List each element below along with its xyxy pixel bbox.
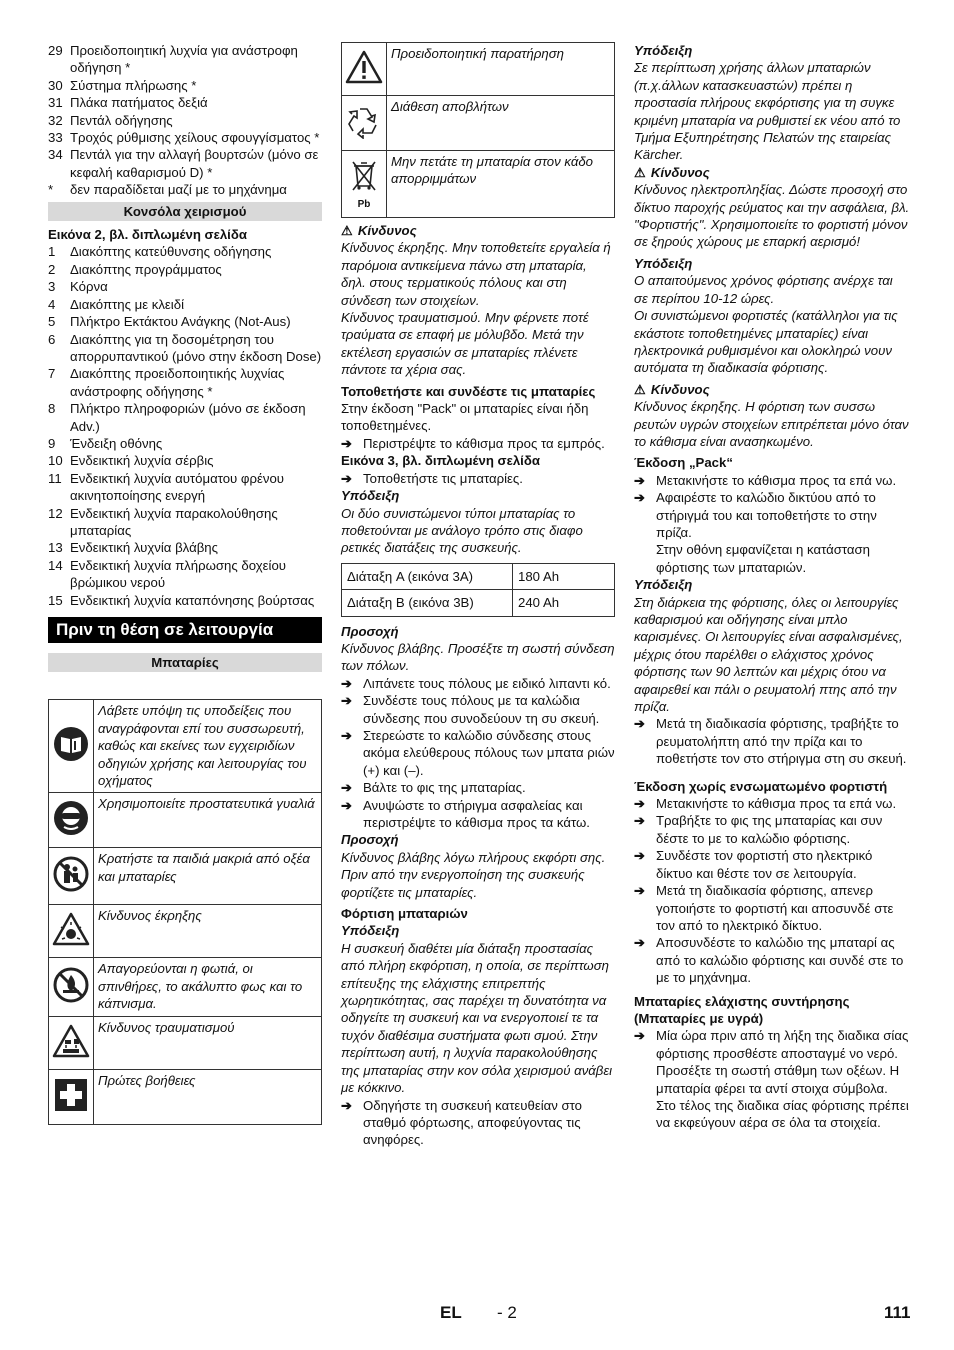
item-text: Κόρνα [70, 279, 108, 295]
item-number: * [48, 182, 54, 198]
danger-text-injury: Κίνδυνος τραυματισμού. Μην φέρνετε ποτέ τραύματα σε επαφή με μόλυβδο. Μετά την εκτέλεση εργασιών σε μπαταρίες πλένετε πάντοτε τα χέρια σας. [341, 310, 589, 378]
list-item [48, 435, 322, 452]
connect-steps [341, 675, 615, 832]
list-item [48, 470, 322, 505]
arrangement-cell: Διάταξη B (εικόνα 3B) [342, 590, 513, 616]
item-text: Πλάκα πατήματος δεξιά [70, 95, 208, 111]
symbol-row [342, 96, 615, 151]
capacity-cell: 180 Ah [513, 563, 615, 589]
goggles-icon [53, 824, 89, 839]
acid-icon-cell [49, 1017, 94, 1070]
battery-symbols-table [48, 699, 322, 1125]
manual-icon [53, 750, 89, 765]
step [634, 472, 910, 489]
item-text: Ενδεικτική λυχνία καταπόνησης βούρτσας [70, 592, 315, 608]
warning-icon: ⚠ [341, 223, 353, 238]
item-number: 7 [48, 366, 56, 382]
recycle-icon-cell [342, 96, 387, 151]
item-number: 15 [48, 592, 63, 608]
danger-text-2: Κίνδυνος έκρηξης. Η φόρτιση των συσσω ρευτών υγρών στοιχείων επιτρέπεται μόνο όταν το κάθισμα είναι ανασηκωμένο. [634, 399, 909, 449]
warning-icon: ⚠ [634, 381, 646, 397]
list-item [48, 557, 322, 592]
column-2 [341, 42, 615, 1149]
recycle-icon [345, 127, 383, 142]
arrow-icon: ➔ [634, 490, 646, 506]
symbol-label: Pb [357, 199, 371, 211]
arrow-icon: ➔ [341, 675, 353, 691]
item-text: Διακόπτης προειδοποιητικής λυχνίας ανάστροφης οδήγησης * [70, 366, 285, 399]
explosion-icon-cell [49, 905, 94, 958]
item-text: Πλήκτρο Εκτάκτου Ανάγκης (Not-Aus) [70, 314, 291, 330]
step [341, 692, 615, 727]
language-code: EL [440, 1303, 462, 1322]
symbol-row [49, 1070, 322, 1125]
caution-heading-2: Προσοχή [341, 832, 399, 848]
symbol-text: Χρησιμοποιείτε προστατευτικά γυαλιά [94, 793, 322, 848]
note-text-3: Στη διάρκεια της φόρτισης, όλες οι λειτουργίες καθαρισμού και οδήγησης είναι μπλο καρισμένες. Οι λειτουργίες είναι ασφαλισμένες, μέχρις ότου παρέλθει ο ελάχιστος χρόνος φόρτισης των 90 λεπτών και μέχρις ότου να αφαιρεθεί και πάλι ο ρευματολή πτης από την πρίζα. [634, 594, 903, 715]
step [341, 779, 615, 796]
no-charger-heading: Έκδοση χωρίς ενσωματωμένο φορτιστή [634, 778, 888, 794]
section-batteries-heading: Μπαταρίες [48, 653, 322, 672]
list-item [48, 505, 322, 540]
arrow-icon: ➔ [634, 883, 646, 899]
arrow-icon: ➔ [341, 435, 353, 451]
crossed-bin-icon [349, 184, 379, 199]
step-text: Μετακινήστε το κάθισμα προς τα επά νω. [656, 472, 897, 488]
step [341, 675, 615, 692]
install-step: ➔ Περιστρέψτε το κάθισμα προς τα εμπρός. [341, 435, 605, 451]
column-1 [48, 42, 322, 1125]
step [634, 489, 910, 541]
list-item [48, 129, 322, 146]
charging-heading: Φόρτιση μπαταριών [341, 906, 468, 922]
warning-icon [345, 72, 383, 87]
step-text: Μετακινήστε το κάθισμα προς τα επά νω. [656, 796, 897, 812]
list-item [48, 243, 322, 260]
acid-icon [52, 1046, 90, 1061]
symbol-text: Κρατήστε τα παιδιά μακριά από οξέα και μπαταρίες [94, 848, 322, 905]
list-item [48, 313, 322, 330]
step-text: Βάλτε το φις της μπαταρίας. [363, 780, 526, 796]
list-item [48, 365, 322, 400]
pack-heading: Έκδοση „Pack“ [634, 455, 733, 471]
item-text: Πλήκτρο πληροφοριών (μόνο σε έκδοση Adv.) [70, 401, 306, 434]
first-aid-icon-cell [49, 1070, 94, 1125]
arrow-icon: ➔ [634, 796, 646, 812]
page-reference: - 2 [497, 1303, 517, 1322]
caution-text: Κίνδυνος βλάβης. Προσέξτε τη σωστή σύνδεση των πόλων. [341, 640, 615, 674]
item-number: 32 [48, 112, 63, 128]
pack-after-step: ➔ Μετά τη διαδικασία φόρτισης, τραβήξτε το ρευματολήπτη από την πρίζα και το ποθετήστε τον στο στήριγμα στη συ σκευή. [634, 716, 907, 767]
list-item [48, 42, 322, 77]
install-text: Στην έκδοση "Pack" οι μπαταρίες είναι ήδη τοποθετημένες. [341, 401, 589, 434]
arrow-icon: ➔ [341, 693, 353, 709]
capacity-row [342, 563, 615, 589]
item-number: 14 [48, 557, 63, 573]
step-text: Στερεώστε το καλώδιο σύνδεσης στους ακόμα ελεύθερους πόλους των μπατα ριών (+) και (–). [363, 727, 615, 778]
arrow-icon: ➔ [341, 780, 353, 796]
item-number: 29 [48, 43, 63, 58]
no-charger-steps [634, 795, 910, 986]
list-item [48, 331, 322, 366]
caution-text-2: Κίνδυνος βλάβης λόγω πλήρους εκφόρτι σης. Πριν από την ενεργοποίηση της συσκευής φορτίζετε τις μπαταρίες. [341, 849, 606, 900]
symbol-text: Λάβετε υπόψη τις υποδείξεις που αναγράφονται επί του συσσωρευτή, καθώς και εκείνες των εγχειριδίων οδηγιών χρήσης και λειτουργίας του οχήματος [94, 700, 322, 793]
list-item [48, 278, 322, 295]
step-text: Συνδέστε τους πόλους με τα καλώδια σύνδεσης που συνοδεύουν τη συ σκευή. [363, 693, 600, 726]
fig3-reference: Εικόνα 3, βλ. διπλωμένη σελίδα [341, 453, 540, 469]
item-text: Ενδεικτική λυχνία βλάβης [70, 540, 218, 556]
list-item [48, 592, 322, 609]
item-number: 10 [48, 453, 63, 469]
column-3 [634, 42, 910, 1132]
arrow-icon: ➔ [341, 797, 353, 813]
step-text: Ανυψώστε το στήριγμα ασφαλείας και περιστρέψτε το κάθισμα προς τα κάτω. [363, 797, 590, 830]
charging-step: ➔ Οδηγήστε τη συσκευή κατευθείαν στο σταθμό φόρτωσης, αποφεύγοντας τις ανηφόρες. [341, 1097, 583, 1148]
item-text: Ενδεικτική λυχνία παρακολούθησης μπαταρίας [70, 505, 278, 538]
goggles-icon-cell [49, 793, 94, 848]
note-heading: Υπόδειξη [634, 43, 693, 58]
step-text: Αποσυνδέστε το καλώδιο της μπαταρί ας από το καλώδιο φόρτισης και συνδέ στε το με το μηχάνημα. [656, 935, 904, 986]
low-maintenance-step: ➔ Μία ώρα πριν από τη λήξη της διαδικα σίας φόρτισης προσθέστε αποσταγμέ νο νερό. Προσέξτε τη σωστή στάθμη των οξέων. Η μπαταρία φέρει τα αντί στοιχα σύμβολα. Στο τέλος της διαδικα σίας φόρτισης πρέπει να εκφεύγουν αέρα σε όλα τα στοιχεία. [634, 1028, 909, 1131]
arrow-icon: ➔ [634, 1028, 646, 1044]
arrow-icon: ➔ [634, 848, 646, 864]
symbol-text: Προειδοποιητική παρατήρηση [387, 43, 615, 96]
danger-heading: ⚠ Κίνδυνος [341, 223, 417, 238]
arrow-icon: ➔ [634, 716, 646, 732]
symbol-text: Κίνδυνος τραυματισμού [94, 1017, 322, 1070]
item-text: Πεντάλ για την αλλαγή βουρτσών (μόνο σε κεφαλή καθαρισμού D) * [70, 147, 319, 180]
arrow-icon: ➔ [341, 727, 353, 743]
list-item [48, 181, 322, 198]
arrow-icon: ➔ [634, 472, 646, 488]
item-text: Διακόπτης προγράμματος [70, 261, 222, 277]
symbol-text: Απαγορεύονται η φωτιά, οι σπινθήρες, το ακάλυπτο φως και το κάπνισμα. [94, 958, 322, 1017]
symbol-text: Πρώτες βοήθειες [94, 1070, 322, 1125]
battery-capacity-table [341, 563, 615, 617]
symbol-row [49, 905, 322, 958]
item-number: 4 [48, 296, 56, 312]
danger-heading: ⚠ Κίνδυνος [634, 164, 710, 180]
parts-list-continued [48, 42, 322, 199]
step [634, 882, 910, 934]
step [634, 795, 910, 812]
item-text: Ένδειξη οθόνης [70, 435, 163, 451]
symbol-row [342, 43, 615, 96]
item-text: Τροχός ρύθμισης χείλους σφουγγίσματος * [70, 130, 320, 146]
item-number: 3 [48, 279, 56, 295]
item-text: Ενδεικτική λυχνία αυτόματου φρένου ακινητοποίησης ενεργή [70, 470, 284, 504]
symbol-row [49, 848, 322, 905]
no-fire-icon [53, 991, 89, 1006]
section-console-heading: Κονσόλα χειρισμού [48, 202, 322, 221]
fig3-step: ➔ Τοποθετήστε τις μπαταρίες. [341, 470, 523, 486]
danger-heading-2: ⚠ Κίνδυνος [634, 381, 710, 397]
capacity-cell: 240 Ah [513, 590, 615, 616]
list-item [48, 112, 322, 129]
note-text-2a: Ο απαιτούμενος χρόνος φόρτισης ανέρχε ται σε περίπου 10-12 ώρες. [634, 273, 893, 306]
note-text: Οι δύο συνιστώμενοι τύποι μπαταρίας το ποθετούνται με ανάλογο τρόπο στις διαφο ρετικές διατάξεις της συσκευής. [341, 505, 583, 556]
note-text: Σε περίπτωση χρήσης άλλων μπαταριών (π.χ.άλλων κατασκευαστών) πρέπει η προστασία πλήρους εκφόρτισης για τη συγκε κριμένη μπαταρία να ρυθμιστεί εκ νέου από το Τμήμα Εξυπηρέτησης Πελατών της εταιρείας Kärcher. [634, 60, 901, 163]
capacity-row [342, 590, 615, 616]
step-text: Τραβήξτε το φις της μπαταρίας και συν δέστε το με το καλώδιο φόρτισης. [656, 813, 883, 846]
symbol-text: Κίνδυνος έκρηξης [94, 905, 322, 958]
item-number: 12 [48, 505, 63, 521]
manual-icon-cell [49, 700, 94, 793]
disposal-symbols-table [341, 42, 615, 218]
item-number: 9 [48, 435, 56, 451]
item-number: 13 [48, 540, 63, 556]
list-item [48, 400, 322, 435]
install-heading: Τοποθετήστε και συνδέστε τις μπαταρίες [341, 383, 596, 399]
note-heading: Υπόδειξη [341, 488, 400, 504]
symbol-row [49, 1017, 322, 1070]
item-text: δεν παραδίδεται μαζί με το μηχάνημα [70, 182, 287, 198]
chapter-title: Πριν τη θέση σε λειτουργία [48, 617, 322, 643]
symbol-row [49, 958, 322, 1017]
symbol-row [342, 151, 615, 218]
symbol-text: Διάθεση αποβλήτων [387, 96, 615, 151]
list-item [48, 94, 322, 111]
step [341, 797, 615, 832]
symbol-text: Μην πετάτε τη μπαταρία στον κάδο απορριμμάτων [387, 151, 615, 218]
item-text: Προειδοποιητική λυχνία για ανάστροφη οδήγηση * [70, 43, 298, 76]
item-text: Ενδεικτική λυχνία πλήρωσης δοχείου βρώμικου νερού [70, 557, 287, 591]
item-text: Σύστημα πλήρωσης * [70, 77, 197, 93]
item-number: 8 [48, 401, 56, 417]
item-number: 1 [48, 244, 56, 260]
no-children-icon-cell [49, 848, 94, 905]
symbol-row [49, 700, 322, 793]
step-text: Μετά τη διαδικασία φόρτισης, απενερ γοποιήστε το φορτιστή και αποσυνδέ στε τον από το ηλεκτρικό δίκτυο. [656, 883, 894, 933]
page-number: 111 [884, 1303, 911, 1322]
list-item [48, 539, 322, 556]
step-text: Λιπάνετε τους πόλους με ειδικό λιπαντι κό. [363, 675, 611, 691]
note-text-2: Η συσκευή διαθέτει μία διάταξη προστασίας από πλήρη εκφόρτιση, η οποία, σε περίπτωση επίτευξης της ελάχιστης επιτρεπτής χωρητικότητας, σας παρέχει τη δυνατότητα να οδηγείτε τη συσκευή και να ενεργοποιεί τε τα τυχόν διαθέσιμα συστήματα φωτι σμού. Στην περίπτωση αυτή, η λυχνία παρακολούθησης της μπαταρίας στην κον σόλα χειρισμού ανάβει με κόκκινο. [341, 940, 613, 1096]
console-parts-list [48, 243, 322, 609]
item-number: 31 [48, 95, 63, 111]
note-heading-3: Υπόδειξη [634, 577, 693, 593]
item-text: Διακόπτης κατεύθυνσης οδήγησης [70, 244, 272, 260]
list-item [48, 146, 322, 181]
item-text: Ενδεικτική λυχνία σέρβις [70, 453, 214, 469]
item-number: 33 [48, 130, 63, 146]
arrow-icon: ➔ [341, 470, 353, 486]
item-text: Διακόπτης με κλειδί [70, 296, 185, 312]
low-maintenance-heading: Μπαταρίες ελάχιστης συντήρησης (Μπαταρίες με υγρά) [634, 993, 850, 1026]
step [341, 727, 615, 779]
arrow-icon: ➔ [634, 813, 646, 829]
item-number: 30 [48, 77, 63, 93]
arrow-icon: ➔ [341, 1097, 353, 1113]
item-number: 6 [48, 331, 56, 347]
item-number: 34 [48, 147, 63, 163]
step-text: Συνδέστε τον φορτιστή στο ηλεκτρικό δίκτυο και θέστε τον σε λειτουργία. [656, 848, 873, 881]
list-item [48, 261, 322, 278]
warning-icon-cell [342, 43, 387, 96]
step [634, 847, 910, 882]
caution-heading: Προσοχή [341, 623, 399, 639]
crossed-bin-icon-cell [342, 151, 387, 218]
warning-icon: ⚠ [634, 164, 646, 180]
note-heading-2: Υπόδειξη [341, 923, 400, 939]
fig2-reference: Εικόνα 2, βλ. διπλωμένη σελίδα [48, 227, 247, 243]
danger-text-explosion: Κίνδυνος έκρηξης. Μην τοποθετείτε εργαλεία ή παρόμοια αντικείμενα πάνω στη μπαταρία, δηλ. στους τερματικούς πόλους και στη σύνδεση των στοιχείων. [341, 240, 611, 308]
explosion-icon [52, 934, 90, 949]
no-children-icon [53, 880, 89, 895]
item-number: 2 [48, 261, 56, 277]
step [634, 812, 910, 847]
note-heading-2: Υπόδειξη [634, 255, 693, 271]
note-text-2b: Οι συνιστώμενοι φορτιστές (κατάλληλοι για τις εκάστοτε τοποθετημένες μπαταρίες) είναι ηλεκτρονικά ρυθμισμένοι και ολοκληρώ νουν αυτόματα τη διαδικασία φόρτισης. [634, 308, 898, 376]
list-item [48, 296, 322, 313]
no-fire-icon-cell [49, 958, 94, 1017]
danger-text: Κίνδυνος ηλεκτροπληξίας. Δώστε προσοχή στο δίκτυο παροχής ρεύματος και την ασφάλεια, βλ. "Φορτιστής". Χρησιμοποιείτε το φορτιστή μόνον σε ξηρούς χώρους με επαρκή αερισμό! [634, 182, 910, 250]
list-item [48, 77, 322, 94]
step [634, 934, 910, 986]
arrangement-cell: Διάταξη A (εικόνα 3A) [342, 563, 513, 589]
symbol-row [49, 793, 322, 848]
item-text: Πεντάλ οδήγησης [70, 112, 173, 128]
step-text: Αφαιρέστε το καλώδιο δικτύου από το στήριγμά του και τοποθετήστε το στην πρίζα. [656, 490, 877, 540]
item-text: Διακόπτης για τη δοσομέτρηση του απορρυπαντικού (μόνο στην έκδοση Dose) [70, 331, 322, 364]
item-number: 5 [48, 314, 56, 330]
first-aid-icon [54, 1100, 88, 1115]
pack-result: Στην οθόνη εμφανίζεται η κατάσταση φόρτισης των μπαταριών. [656, 542, 870, 575]
arrow-icon: ➔ [634, 935, 646, 951]
list-item [48, 452, 322, 469]
pack-steps [634, 472, 910, 542]
item-number: 11 [48, 470, 62, 486]
